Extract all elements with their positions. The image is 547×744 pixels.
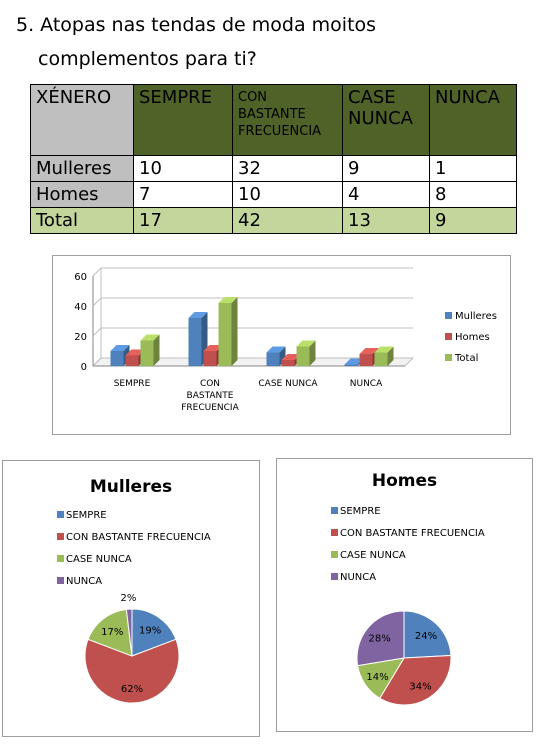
bar	[345, 365, 358, 367]
pie-percent-label: 17%	[101, 626, 124, 638]
legend-swatch	[331, 529, 338, 536]
table-header-sempre: SEMPRE	[134, 85, 233, 156]
pie-chart-mulleres	[3, 461, 259, 736]
x-tick-label: CASE NUNCA	[258, 379, 318, 389]
bar	[204, 351, 217, 366]
table-header-nunca: NUNCA	[430, 85, 517, 156]
table-cell: 17	[134, 208, 233, 234]
table-cell: 42	[233, 208, 343, 234]
pie-percent-label: 14%	[366, 671, 389, 683]
table-header-case-nunca: CASE NUNCA	[343, 85, 430, 156]
results-table	[30, 84, 517, 234]
x-tick-label: SEMPRE	[113, 379, 151, 389]
legend-swatch	[331, 573, 338, 580]
table-cell: 9	[343, 156, 430, 182]
legend-label: NUNCA	[66, 576, 103, 587]
table-cell: 10	[233, 182, 343, 208]
x-tick-label: CON	[199, 379, 221, 389]
legend-label: NUNCA	[340, 572, 377, 583]
legend-label: SEMPRE	[66, 510, 107, 521]
row-label: Total	[31, 208, 134, 234]
table-cell: 4	[343, 182, 430, 208]
table-cell: 8	[430, 182, 517, 208]
legend-swatch	[445, 333, 452, 340]
bar	[126, 356, 139, 367]
bar	[282, 360, 295, 366]
legend-label: CON BASTANTE FRECUENCIA	[66, 532, 211, 543]
question-line-2: complementos para ti?	[38, 48, 257, 70]
y-tick-label: 20	[74, 332, 87, 343]
pie-percent-label: 19%	[139, 625, 162, 637]
bar	[219, 303, 232, 366]
bar	[141, 341, 154, 367]
pie-percent-label: 2%	[120, 593, 137, 605]
row-label: Mulleres	[31, 156, 134, 182]
table-header-row	[31, 85, 517, 156]
legend-swatch	[331, 551, 338, 558]
pie-chart-mulleres-frame	[2, 460, 260, 737]
bar	[360, 354, 373, 366]
question-line-1: 5. Atopas nas tendas de moda moitos	[16, 14, 377, 36]
table-cell: 9	[430, 208, 517, 234]
question-text	[16, 8, 376, 76]
pie-percent-label: 34%	[409, 681, 432, 693]
table-row	[31, 182, 517, 208]
pie-title: Mulleres	[89, 477, 173, 497]
x-tick-label: NUNCA	[349, 379, 383, 389]
gridline-side	[93, 298, 101, 306]
pie-chart-homes-frame	[276, 458, 533, 732]
row-label: Homes	[31, 182, 134, 208]
pie-percent-label: 24%	[414, 630, 438, 642]
table-cell: 7	[134, 182, 233, 208]
gridline-side	[93, 268, 101, 276]
legend-label: CASE NUNCA	[340, 550, 406, 561]
bar	[111, 351, 124, 366]
legend-swatch	[57, 577, 64, 584]
x-tick-label: BASTANTE	[186, 391, 234, 401]
y-tick-label: 0	[80, 362, 87, 373]
pie-percent-label: 28%	[368, 633, 391, 645]
legend-label: CON BASTANTE FRECUENCIA	[340, 528, 485, 539]
table-cell: 32	[233, 156, 343, 182]
bar-chart	[53, 256, 510, 434]
legend-swatch	[445, 312, 452, 319]
y-tick-label: 60	[74, 272, 87, 283]
table-cell: 13	[343, 208, 430, 234]
table-cell: 10	[134, 156, 233, 182]
pie-title: Homes	[371, 471, 438, 491]
legend-label: Total	[455, 353, 479, 364]
bar-side	[232, 297, 238, 366]
table-cell: 1	[430, 156, 517, 182]
pie-chart-homes	[277, 459, 532, 731]
legend-swatch	[331, 507, 338, 514]
gridline-side	[93, 328, 101, 336]
table-header-con-bastante: CON BASTANTE FRECUENCIA	[233, 85, 343, 156]
legend-label: Mulleres	[455, 311, 497, 322]
bar	[297, 347, 310, 367]
x-tick-label: FRECUENCIA	[181, 403, 239, 413]
y-tick-label: 40	[74, 302, 87, 313]
legend-swatch	[445, 354, 452, 361]
legend-label: CASE NUNCA	[66, 554, 132, 565]
legend-swatch	[57, 555, 64, 562]
legend-label: Homes	[455, 332, 490, 343]
bar	[189, 318, 202, 366]
legend-label: SEMPRE	[340, 506, 381, 517]
table-row	[31, 156, 517, 182]
legend-swatch	[57, 533, 64, 540]
bar	[375, 353, 388, 367]
bar	[267, 353, 280, 367]
legend-swatch	[57, 511, 64, 518]
pie-percent-label: 62%	[120, 683, 144, 695]
table-header-gender: XÉNERO	[31, 85, 134, 156]
bar-chart-frame	[52, 255, 511, 435]
table-row-total	[31, 208, 517, 234]
